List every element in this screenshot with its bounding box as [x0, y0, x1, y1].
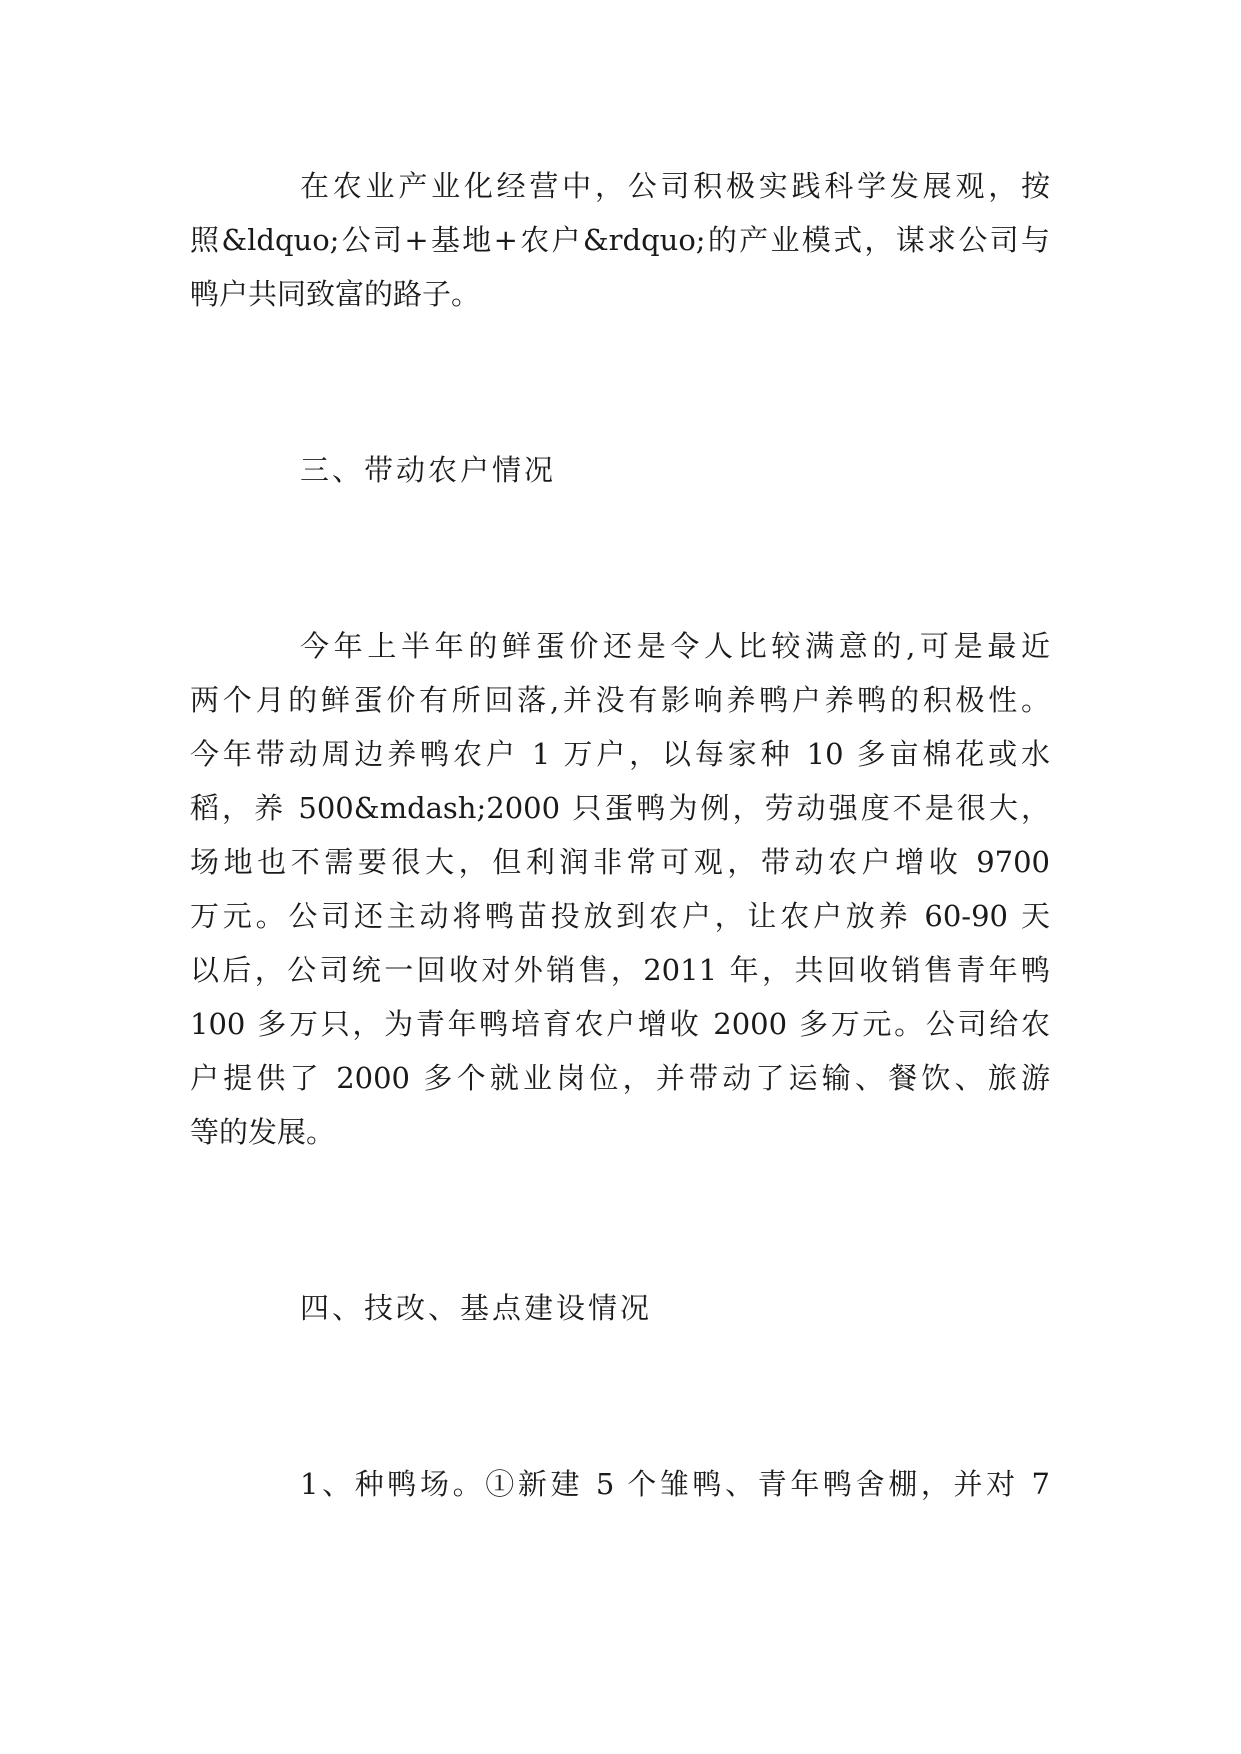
paragraph-2-line-3: 今年带动周边养鸭农户 1 万户，以每家种 10 多亩棉花或水: [190, 737, 1050, 771]
paragraph-1-line-2: 照&ldquo;公司+基地+农户&rdquo;的产业模式，谋求公司与: [190, 223, 1050, 257]
paragraph-3-line-1: 1、种鸭场。①新建 5 个雏鸭、青年鸭舍棚，并对 7: [300, 1467, 1050, 1501]
paragraph-1-line-1: 在农业产业化经营中，公司积极实践科学发展观，按: [300, 169, 1050, 203]
paragraph-2-line-5: 场地也不需要很大，但利润非常可观，带动农户增收 9700: [190, 845, 1050, 879]
section-heading-3: 三、带动农户情况: [300, 453, 557, 487]
paragraph-2-line-4: 稻，养 500&mdash;2000 只蛋鸭为例，劳动强度不是很大，: [190, 791, 1050, 825]
paragraph-2-line-10: 等的发展。: [190, 1115, 336, 1149]
paragraph-2-line-7: 以后，公司统一回收对外销售，2011 年，共回收销售青年鸭: [190, 953, 1050, 987]
paragraph-2-line-9: 户提供了 2000 多个就业岗位，并带动了运输、餐饮、旅游: [190, 1061, 1050, 1095]
paragraph-2-line-8: 100 多万只，为青年鸭培育农户增收 2000 多万元。公司给农: [190, 1007, 1050, 1041]
section-heading-4: 四、技改、基点建设情况: [300, 1291, 653, 1325]
paragraph-2-line-2: 两个月的鲜蛋价有所回落,并没有影响养鸭户养鸭的积极性。: [190, 683, 1050, 717]
paragraph-2-line-1: 今年上半年的鲜蛋价还是令人比较满意的,可是最近: [300, 629, 1050, 663]
paragraph-1-line-3: 鸭户共同致富的路子。: [190, 277, 481, 311]
paragraph-2-line-6: 万元。公司还主动将鸭苗投放到农户，让农户放养 60-90 天: [190, 899, 1050, 933]
